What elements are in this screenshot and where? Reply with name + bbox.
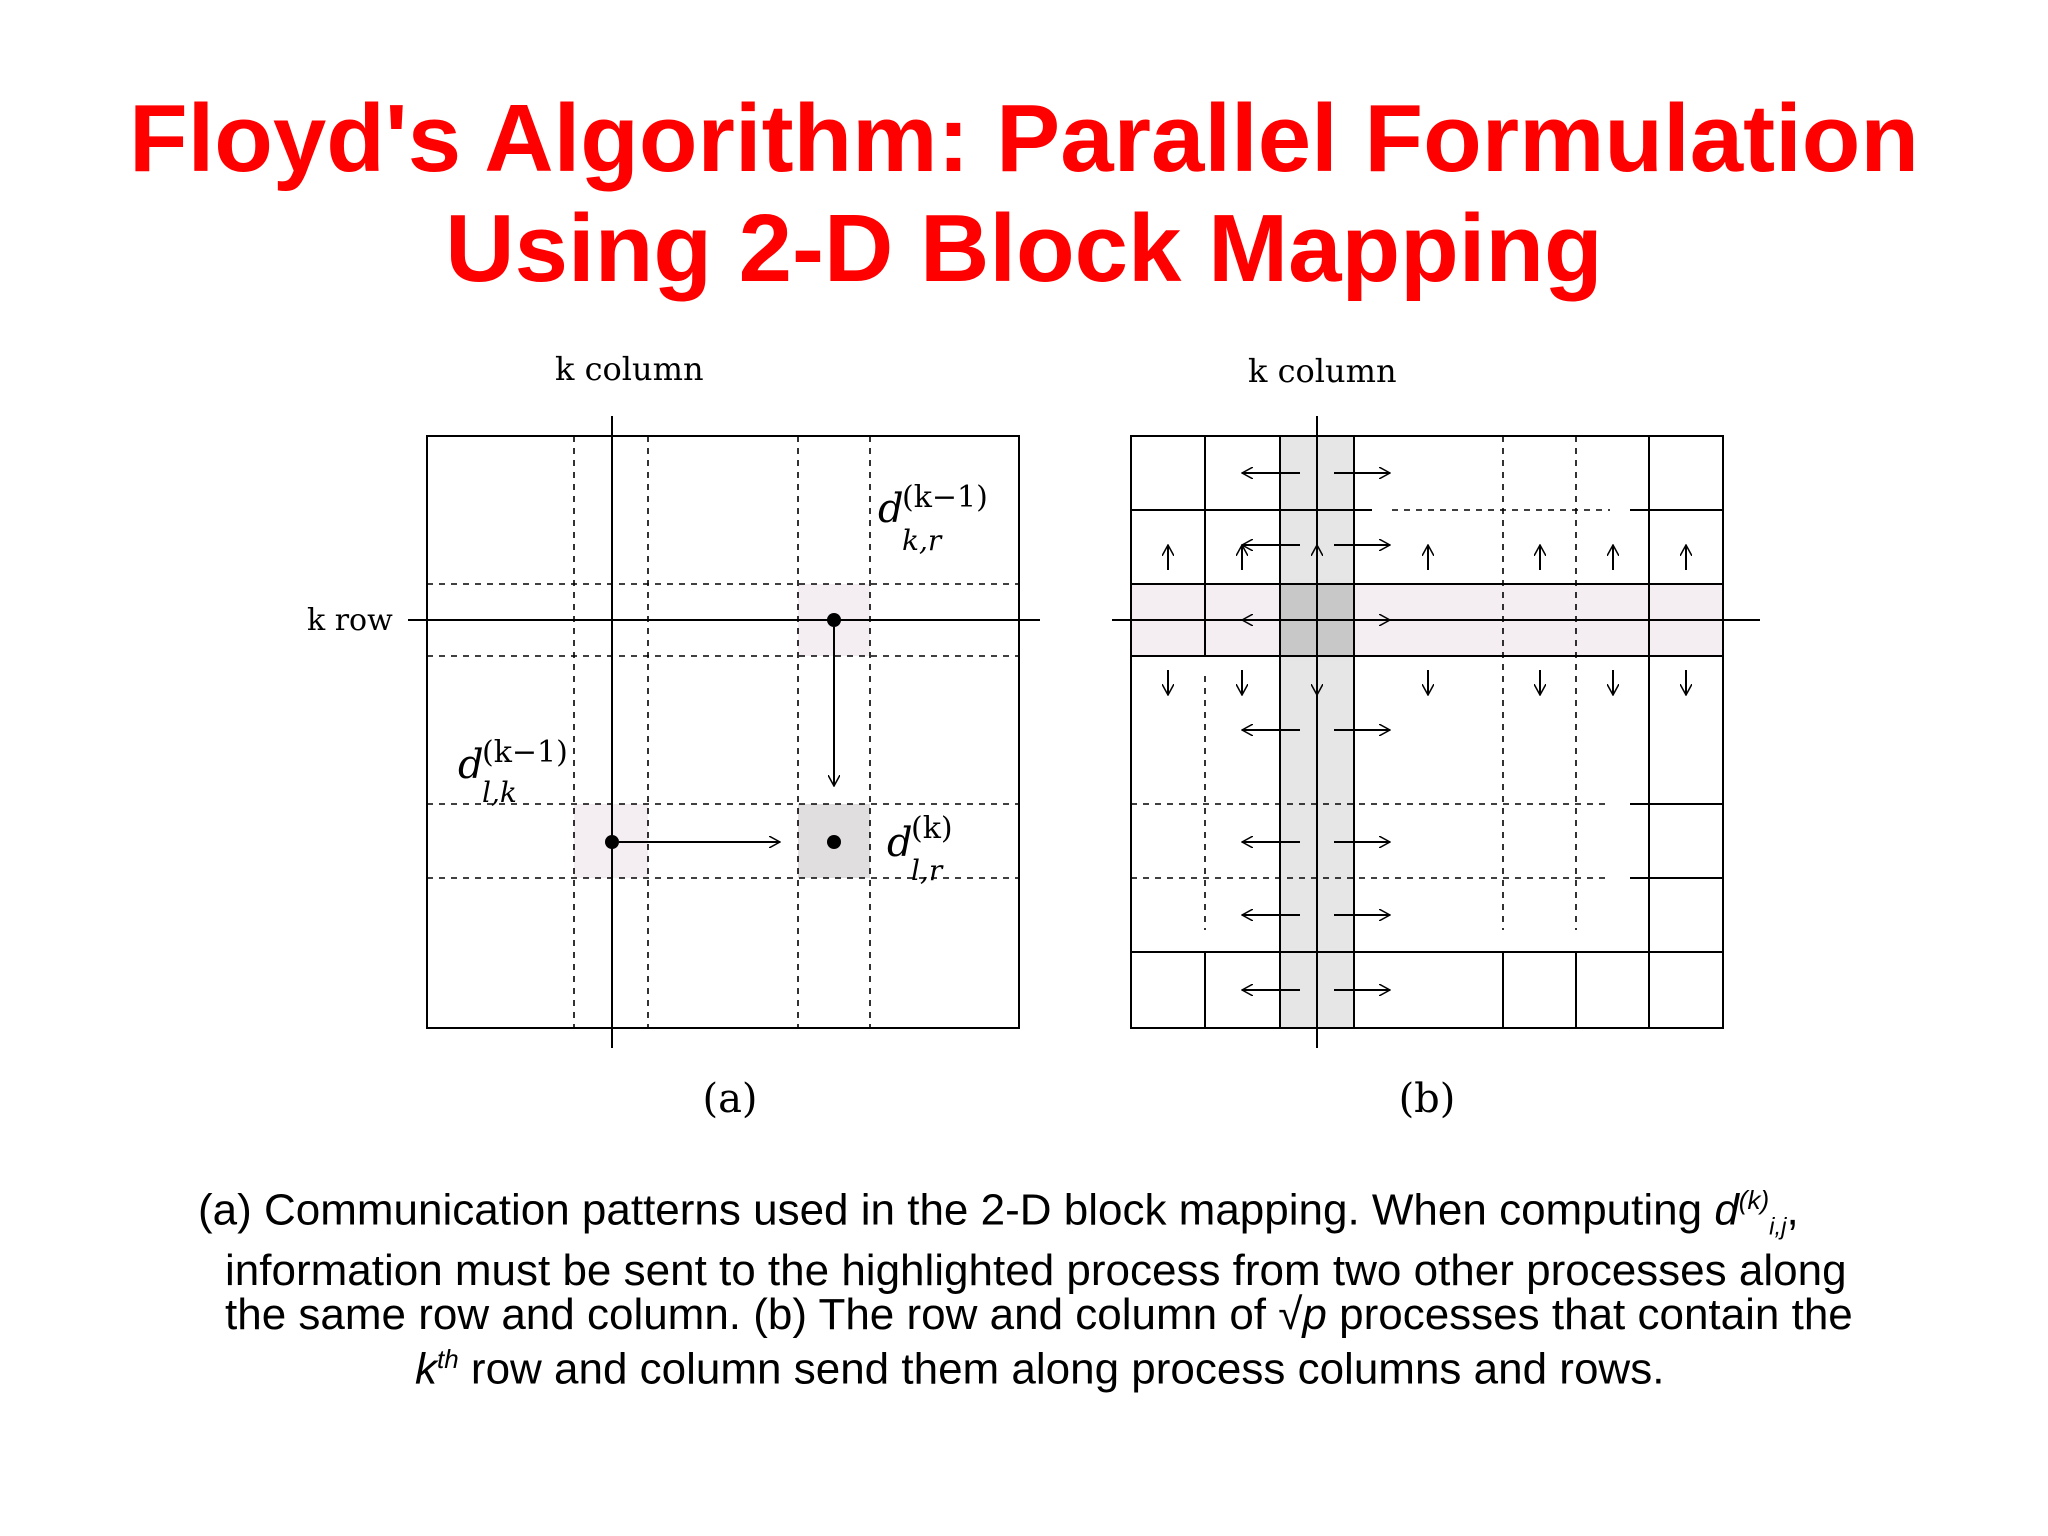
diagram-b	[1112, 352, 1760, 1122]
figure-caption	[180, 1178, 1940, 1395]
diagram-a	[307, 350, 1040, 1122]
label-d-l-k-sup: (k−1)	[482, 735, 568, 770]
page-title-line-1: Floyd's Algorithm: Parallel Formulation	[128, 85, 1920, 192]
caption-p-symbol: p	[1302, 1290, 1327, 1340]
dot-l-k	[605, 835, 619, 849]
caption-line-3	[180, 1290, 1940, 1340]
label-d-k-r: d	[878, 486, 904, 532]
caption-line-2: information must be sent to the highlighted process from two other processes along	[225, 1246, 1847, 1296]
solid-grid-b	[1131, 436, 1723, 1028]
caption-line-3-b: processes that contain the	[1326, 1290, 1853, 1340]
caption-d-sub: i,j	[1769, 1213, 1787, 1241]
label-d-l-r-sub: l,r	[911, 854, 943, 887]
caption-line-1	[180, 1178, 1940, 1249]
caption-line-3-a: the same row and column. (b) The row and column of √	[225, 1290, 1303, 1340]
caption-line-4	[180, 1337, 1940, 1395]
page-title-line-2: Using 2-D Block Mapping	[445, 195, 1603, 302]
k-column-label-a: k column	[555, 350, 704, 388]
label-d-l-r-sup: (k)	[911, 811, 953, 846]
label-d-k-r-sup: (k−1)	[902, 480, 988, 515]
label-d-l-k: d	[458, 742, 484, 788]
caption-line-1-text: (a) Communication patterns used in the 2-D block mapping. When computing	[198, 1185, 1715, 1235]
label-d-l-r: d	[887, 820, 913, 866]
k-column-label-b: k column	[1248, 352, 1397, 390]
label-d-k-r-sub: k,r	[902, 524, 942, 557]
panel-label-a: (a)	[702, 1076, 758, 1122]
k-row-label: k row	[307, 603, 393, 638]
label-d-l-k-sub: l,k	[482, 776, 517, 809]
dot-k-r	[827, 613, 841, 627]
caption-th-sup: th	[437, 1344, 459, 1375]
caption-line-4-rest: row and column send them along process columns and rows.	[458, 1345, 1665, 1395]
dot-l-r	[827, 835, 841, 849]
panel-label-b: (b)	[1398, 1076, 1456, 1122]
caption-k-symbol: k	[415, 1345, 437, 1395]
matrix-box-b	[1131, 436, 1723, 1028]
caption-d-symbol: d	[1714, 1185, 1739, 1235]
caption-d-sup: (k)	[1738, 1185, 1770, 1215]
caption-line-1-end: ,	[1786, 1185, 1799, 1235]
